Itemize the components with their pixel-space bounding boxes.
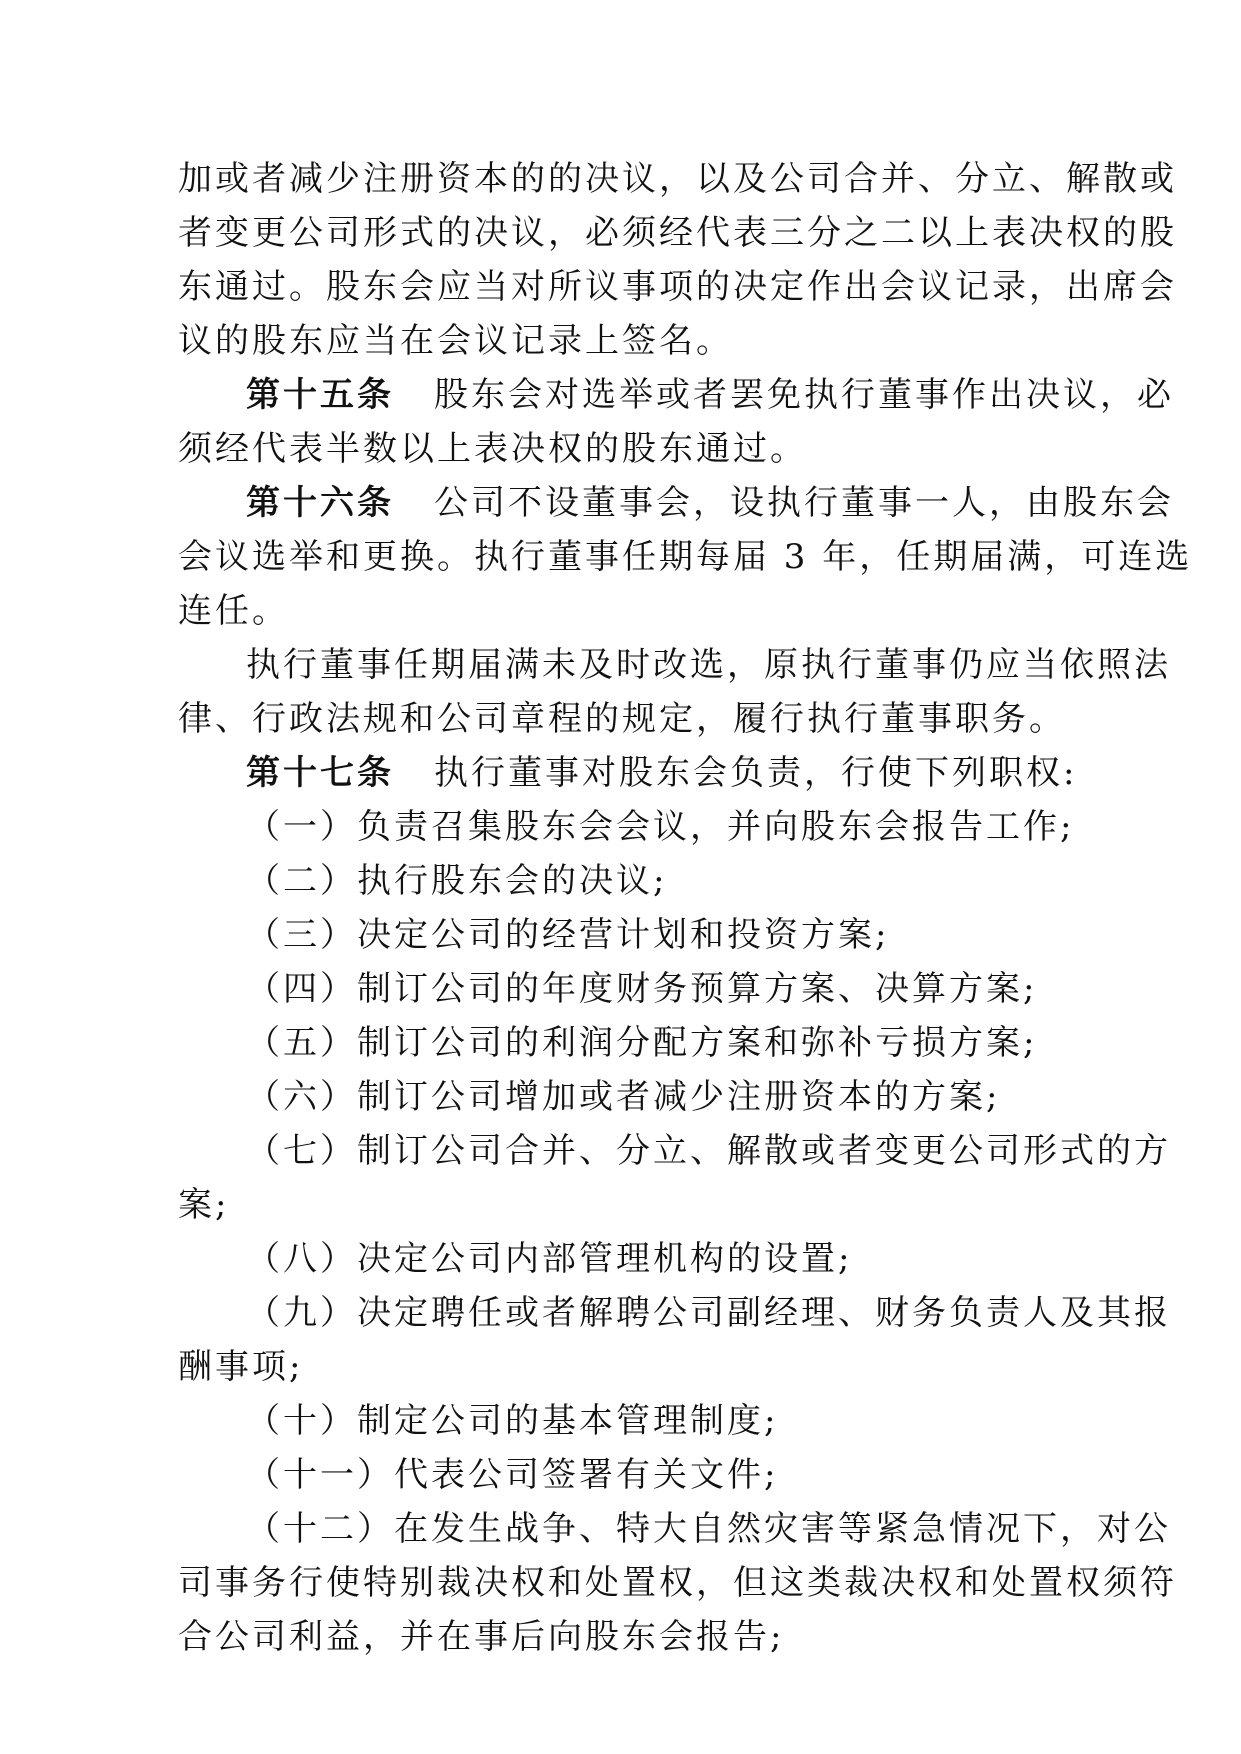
list-item: （十）制定公司的基本管理制度; (246, 1401, 779, 1441)
list-item: （三）决定公司的经营计划和投资方案; (246, 915, 890, 955)
list-item: （十二）在发生战争、特大自然灾害等紧急情况下，对公 (246, 1509, 1171, 1549)
list-item: （五）制订公司的利润分配方案和弥补亏损方案; (246, 1023, 1038, 1063)
article-17-line (178, 746, 1078, 800)
article-text: 公司不设董事会，设执行董事一人，由股东会 (434, 483, 1174, 523)
body-line: 须经代表半数以上表决权的股东通过。 (178, 429, 807, 469)
body-line: 案; (178, 1185, 230, 1225)
article-number: 第十五条 (246, 375, 394, 415)
articles-text (178, 152, 1193, 1664)
list-item: （十一）代表公司签署有关文件; (246, 1455, 779, 1495)
article-15-line (178, 368, 1174, 422)
article-text: 股东会对选举或者罢免执行董事作出决议，必 (434, 375, 1174, 415)
body-line: 合公司利益，并在事后向股东会报告; (178, 1617, 785, 1657)
article-number: 第十七条 (246, 753, 394, 793)
list-item: （二）执行股东会的决议; (246, 861, 668, 901)
body-line: 东通过。股东会应当对所议事项的决定作出会议记录，出席会 (178, 267, 1177, 307)
body-line: 律、行政法规和公司章程的规定，履行执行董事职务。 (178, 699, 1066, 739)
list-item: （八）决定公司内部管理机构的设置; (246, 1239, 853, 1279)
body-line: 会议选举和更换。执行董事任期每届 3 年，任期届满，可连选 (178, 537, 1193, 577)
article-number: 第十六条 (246, 483, 394, 523)
article-16-line (178, 476, 1174, 530)
list-item: （六）制订公司增加或者减少注册资本的方案; (246, 1077, 1001, 1117)
body-line: 酬事项; (178, 1347, 304, 1387)
body-line: 者变更公司形式的决议，必须经代表三分之二以上表决权的股 (178, 213, 1177, 253)
list-item: （七）制订公司合并、分立、解散或者变更公司形式的方 (246, 1131, 1171, 1171)
list-item: （一）负责召集股东会会议，并向股东会报告工作; (246, 807, 1075, 847)
body-line: 司事务行使特别裁决权和处置权，但这类裁决权和处置权须符 (178, 1563, 1177, 1603)
body-line: 连任。 (178, 591, 289, 631)
article-text: 执行董事对股东会负责，行使下列职权: (434, 753, 1078, 793)
list-item: （四）制订公司的年度财务预算方案、决算方案; (246, 969, 1038, 1009)
list-item: （九）决定聘任或者解聘公司副经理、财务负责人及其报 (246, 1293, 1171, 1333)
paragraph-line: 执行董事任期届满未及时改选，原执行董事仍应当依照法 (246, 645, 1171, 685)
body-line: 议的股东应当在会议记录上签名。 (178, 321, 733, 361)
body-line: 加或者减少注册资本的的决议，以及公司合并、分立、解散或 (178, 159, 1177, 199)
